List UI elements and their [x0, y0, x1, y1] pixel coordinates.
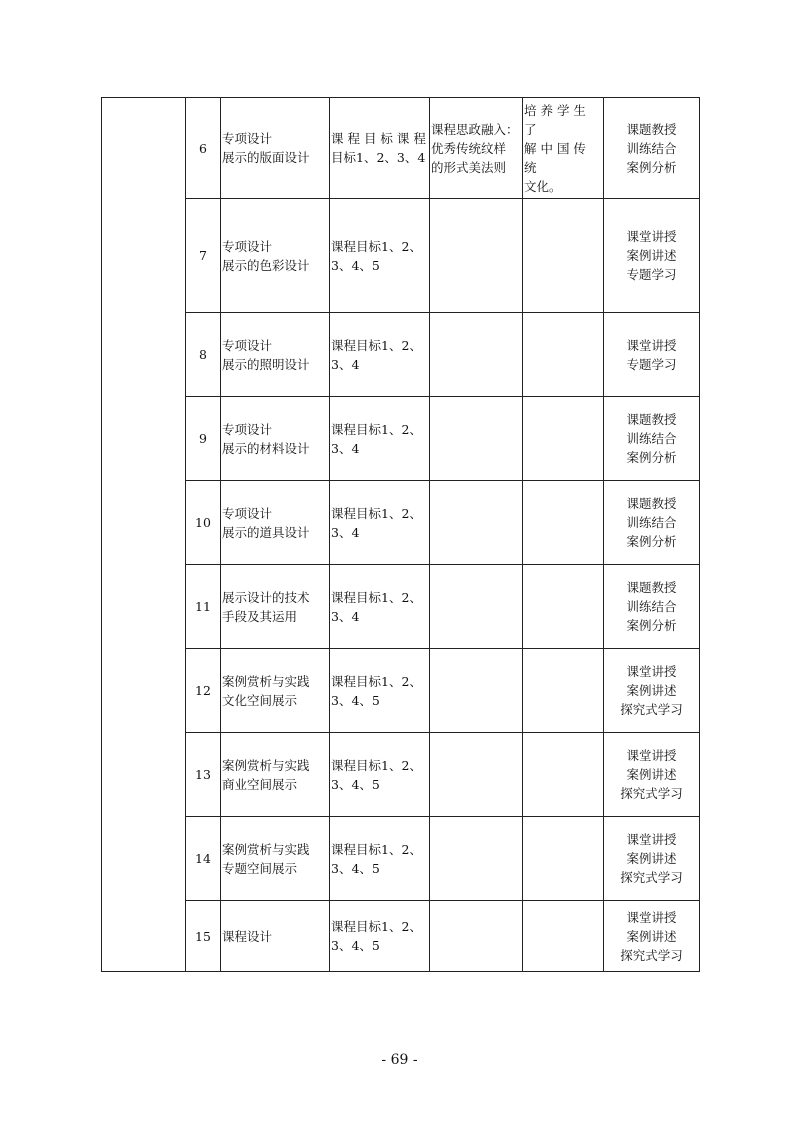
- table-row: [102, 313, 700, 397]
- content-cell-line: 商业空间展示: [222, 776, 298, 792]
- method-cell-line: 课堂讲授: [626, 832, 677, 847]
- row-number: 8: [186, 313, 221, 397]
- method-cell-line: 课堂讲授: [626, 748, 677, 763]
- goals-cell: [330, 313, 430, 397]
- table-row: [102, 817, 700, 901]
- cultivate-cell: [523, 199, 604, 313]
- cultivate-cell: [523, 313, 604, 397]
- content-cell-line: 展示的照明设计: [222, 356, 310, 372]
- goals-cell-line: 3、4: [331, 608, 360, 624]
- ideology-cell: [430, 481, 523, 565]
- method-cell-line: 课题教授: [626, 496, 677, 511]
- ideology-cell: [430, 313, 523, 397]
- ideology-cell: [430, 733, 523, 817]
- content-cell: [221, 199, 330, 313]
- goals-cell: [330, 98, 430, 199]
- method-cell-line: 课题教授: [626, 412, 677, 427]
- ideology-cell: [430, 397, 523, 481]
- content-cell-line: 案例赏析与实践: [222, 841, 310, 857]
- goals-cell: [330, 901, 430, 972]
- method-cell: [604, 901, 700, 972]
- content-cell: [221, 733, 330, 817]
- cultivate-cell-line: 培 养 学 生 了: [524, 102, 586, 137]
- method-cell-line: 案例分析: [626, 534, 677, 549]
- method-cell-line: 训练结合: [626, 431, 677, 446]
- content-cell-line: 展示设计的技术: [222, 589, 310, 605]
- content-cell-line: 专项设计: [222, 505, 273, 521]
- ideology-cell-line: 课程思政融入：: [431, 121, 519, 137]
- content-cell-line: 案例赏析与实践: [222, 757, 310, 773]
- content-cell-line: 课程设计: [222, 928, 273, 944]
- goals-cell: [330, 565, 430, 649]
- content-cell: [221, 817, 330, 901]
- content-cell: [221, 481, 330, 565]
- goals-cell-line: 课程目标1、2、: [331, 589, 422, 605]
- ideology-cell: [430, 649, 523, 733]
- goals-cell-line: 课 程 目 标 课 程: [331, 131, 426, 146]
- goals-cell-line: 3、4、5: [331, 776, 380, 792]
- content-cell-line: 手段及其运用: [222, 608, 298, 624]
- ideology-cell: [430, 199, 523, 313]
- method-cell-line: 课堂讲授: [626, 337, 677, 353]
- row-number: 15: [186, 901, 221, 972]
- ideology-cell: [430, 565, 523, 649]
- goals-cell-line: 课程目标1、2、: [331, 757, 422, 773]
- content-cell: [221, 901, 330, 972]
- goals-cell: [330, 481, 430, 565]
- goals-cell-line: 课程目标1、2、: [331, 673, 422, 689]
- content-cell: [221, 397, 330, 481]
- row-number: 9: [186, 397, 221, 481]
- goals-cell-line: 课程目标1、2、: [331, 337, 422, 353]
- method-cell: [604, 397, 700, 481]
- method-cell: [604, 199, 700, 313]
- goals-cell-line: 课程目标1、2、: [331, 841, 422, 857]
- content-cell-line: 专项设计: [222, 421, 273, 437]
- method-cell-line: 探究式学习: [620, 870, 683, 885]
- method-cell: [604, 481, 700, 565]
- ideology-cell-line: 的形式美法则: [431, 159, 507, 175]
- method-cell-line: 课堂讲授: [626, 229, 677, 244]
- method-cell-line: 课堂讲授: [626, 664, 677, 679]
- method-cell-line: 专题学习: [626, 356, 677, 372]
- method-cell: [604, 565, 700, 649]
- cultivate-cell: [523, 901, 604, 972]
- goals-cell-line: 目标1、2、3、4: [331, 150, 426, 165]
- table-row: [102, 397, 700, 481]
- goals-cell-line: 3、4: [331, 440, 360, 456]
- cultivate-cell: [523, 397, 604, 481]
- method-cell: [604, 313, 700, 397]
- method-cell-line: 探究式学习: [620, 947, 683, 963]
- table-row: [102, 481, 700, 565]
- content-cell: [221, 313, 330, 397]
- content-cell: [221, 98, 330, 199]
- cultivate-cell: [523, 817, 604, 901]
- merged-category-cell: [102, 98, 186, 972]
- method-cell-line: 案例讲述: [626, 851, 677, 866]
- content-cell-line: 案例赏析与实践: [222, 673, 310, 689]
- content-cell-line: 专项设计: [222, 337, 273, 353]
- method-cell-line: 案例讲述: [626, 683, 677, 698]
- cultivate-cell-line: 解 中 国 传 统: [524, 140, 586, 175]
- method-cell-line: 训练结合: [626, 599, 677, 614]
- goals-cell-line: 课程目标1、2、: [331, 421, 422, 437]
- table-row: [102, 733, 700, 817]
- method-cell-line: 课题教授: [626, 580, 677, 595]
- goals-cell: [330, 397, 430, 481]
- goals-cell-line: 课程目标1、2、: [331, 919, 422, 934]
- method-cell-line: 训练结合: [626, 515, 677, 530]
- method-cell-line: 训练结合: [626, 140, 677, 156]
- goals-cell-line: 3、4: [331, 356, 360, 372]
- method-cell-line: 案例分析: [626, 159, 677, 175]
- cultivate-cell-line: 文化。: [524, 178, 562, 194]
- goals-cell-line: 3、4、5: [331, 860, 380, 876]
- goals-cell: [330, 649, 430, 733]
- goals-cell-line: 3、4: [331, 524, 360, 540]
- table-row: [102, 901, 700, 972]
- method-cell-line: 案例分析: [626, 618, 677, 633]
- goals-cell-line: 3、4、5: [331, 938, 380, 953]
- method-cell-line: 案例分析: [626, 450, 677, 465]
- cultivate-cell: [523, 481, 604, 565]
- content-cell-line: 展示的色彩设计: [222, 257, 310, 273]
- method-cell-line: 探究式学习: [620, 786, 683, 801]
- method-cell: [604, 98, 700, 199]
- content-cell: [221, 649, 330, 733]
- table-row: [102, 199, 700, 313]
- content-cell-line: 专项设计: [222, 131, 273, 146]
- row-number: 7: [186, 199, 221, 313]
- cultivate-cell: [523, 565, 604, 649]
- goals-cell-line: 3、4、5: [331, 692, 380, 708]
- row-number: 12: [186, 649, 221, 733]
- row-number: 11: [186, 565, 221, 649]
- page-number: - 69 -: [381, 1052, 418, 1068]
- row-number: 13: [186, 733, 221, 817]
- table-row: [102, 98, 700, 199]
- content-cell: [221, 565, 330, 649]
- content-cell-line: 展示的版面设计: [222, 150, 310, 165]
- method-cell-line: 专题学习: [626, 267, 677, 282]
- method-cell-line: 案例讲述: [626, 767, 677, 782]
- cultivate-cell: [523, 98, 604, 199]
- row-number: 10: [186, 481, 221, 565]
- content-cell-line: 专题空间展示: [222, 860, 298, 876]
- ideology-cell: [430, 817, 523, 901]
- method-cell: [604, 649, 700, 733]
- row-number: 14: [186, 817, 221, 901]
- content-cell-line: 展示的材料设计: [222, 440, 310, 456]
- cultivate-cell: [523, 733, 604, 817]
- goals-cell: [330, 199, 430, 313]
- method-cell: [604, 733, 700, 817]
- content-cell-line: 文化空间展示: [222, 692, 298, 708]
- ideology-cell-line: 优秀传统纹样: [431, 140, 507, 156]
- goals-cell-line: 3、4、5: [331, 257, 380, 273]
- goals-cell: [330, 817, 430, 901]
- content-cell-line: 展示的道具设计: [222, 524, 310, 540]
- goals-cell-line: 课程目标1、2、: [331, 505, 422, 521]
- method-cell-line: 案例讲述: [626, 928, 677, 944]
- content-cell-line: 专项设计: [222, 238, 273, 254]
- method-cell-line: 探究式学习: [620, 702, 683, 717]
- table-row: [102, 649, 700, 733]
- row-number: 6: [186, 98, 221, 199]
- goals-cell-line: 课程目标1、2、: [331, 238, 422, 254]
- ideology-cell: [430, 901, 523, 972]
- course-schedule-table: [101, 97, 700, 972]
- method-cell: [604, 817, 700, 901]
- ideology-cell: [430, 98, 523, 199]
- goals-cell: [330, 733, 430, 817]
- cultivate-cell: [523, 649, 604, 733]
- method-cell-line: 课堂讲授: [626, 909, 677, 925]
- table-row: [102, 565, 700, 649]
- method-cell-line: 案例讲述: [626, 248, 677, 263]
- method-cell-line: 课题教授: [626, 121, 677, 137]
